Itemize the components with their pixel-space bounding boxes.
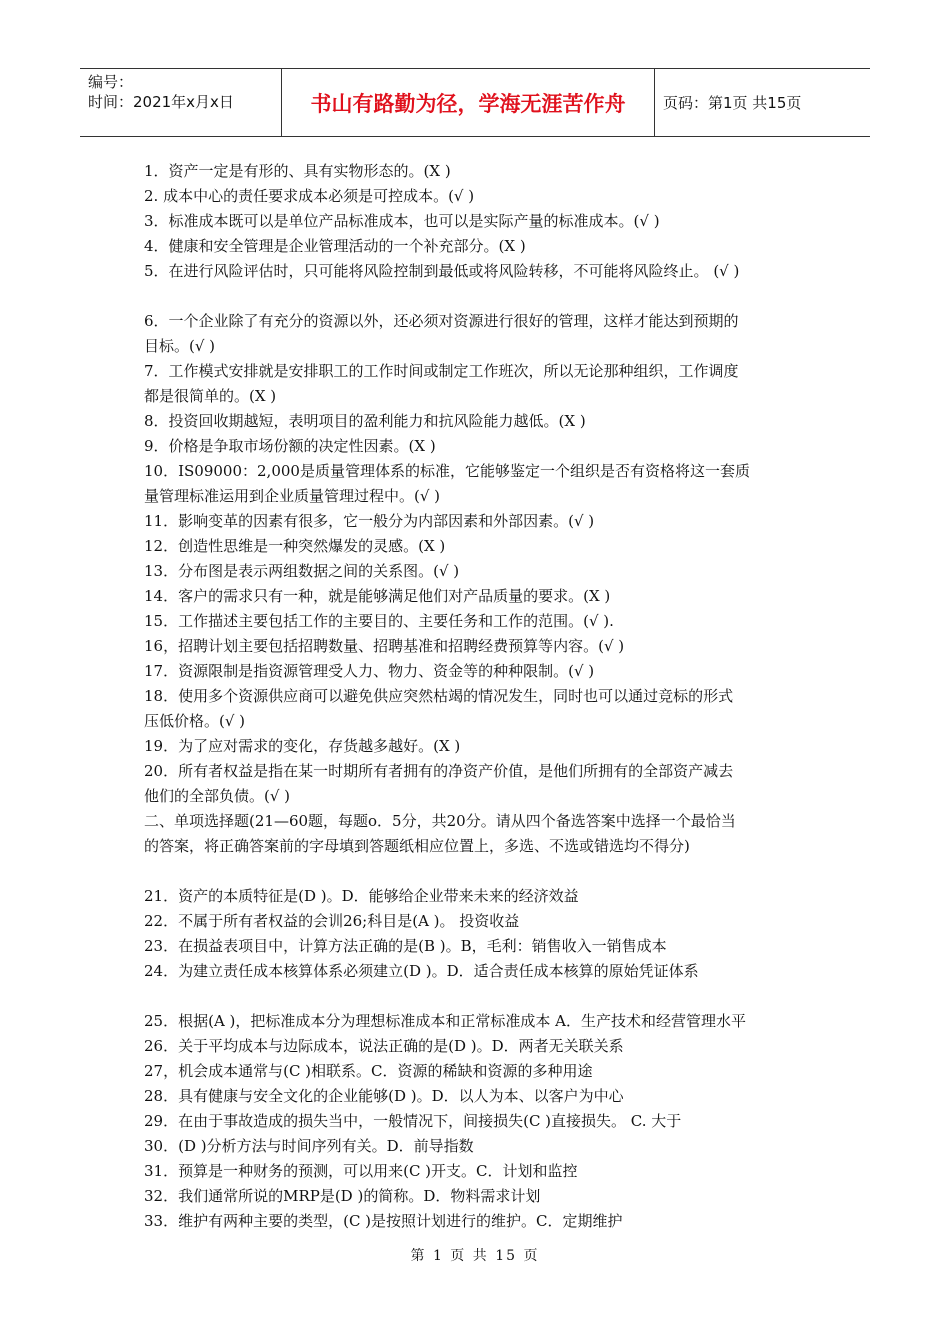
text-line: 都是很简单的。(X ): [144, 387, 277, 405]
text-line: 1．资产一定是有形的、具有实物形态的。(X ): [144, 162, 451, 180]
text-line: 26．关于平均成本与边际成本，说法正确的是(D )。D．两者无关联关系: [144, 1037, 624, 1055]
blank-line: [144, 984, 810, 1009]
text-line: 29．在由于事故造成的损失当中，一般情况下，间接损失(C )直接损失。 C. 大于: [144, 1112, 682, 1130]
text-line: 9．价格是争取市场份额的决定性因素。(X ): [144, 437, 436, 455]
text-line: 30．(D )分析方法与时间序列有关。D．前导指数: [144, 1137, 474, 1155]
text-line: 4．健康和安全管理是企业管理活动的一个补充部分。(X ): [144, 237, 526, 255]
text-line: 14．客户的需求只有一种，就是能够满足他们对产品质量的要求。(X ): [144, 587, 611, 605]
page-footer: 第 1 页 共 15 页: [410, 1248, 540, 1264]
text-line: 15．工作描述主要包括工作的主要目的、主要任务和工作的范围。(√ ).: [144, 612, 614, 630]
text-line: 5．在进行风险评估时，只可能将风险控制到最低或将风险转移，不可能将风险终止。 (√ ): [144, 262, 740, 280]
text-line: 的答案，将正确答案前的字母填到答题纸相应位置上，多选、不选或错选均不得分): [144, 837, 690, 855]
text-line: 17．资源限制是指资源管理受人力、物力、资金等的种种限制。(√ ): [144, 662, 595, 680]
text-line: 22．不属于所有者权益的会训26;科目是(A )。 投资收益: [144, 912, 520, 930]
page-number-label: 页码：第1页 共15页: [663, 94, 802, 112]
text-line: 18．使用多个资源供应商可以避免供应突然枯竭的情况发生，同时也可以通过竞标的形式: [144, 687, 734, 705]
text-line: 20．所有者权益是指在某一时期所有者拥有的净资产价值，是他们所拥有的全部资产减去: [144, 762, 734, 780]
number-label: 编号：: [88, 73, 134, 91]
text-line: 他们的全部负债。(√ ): [144, 787, 291, 805]
text-line: 16，招聘计划主要包括招聘数量、招聘基准和招聘经费预算等内容。(√ ): [144, 637, 625, 655]
text-line: 8．投资回收期越短，表明项目的盈利能力和抗风险能力越低。(X ): [144, 412, 586, 430]
text-line: 19．为了应对需求的变化，存货越多越好。(X ): [144, 737, 461, 755]
text-line: 33．维护有两种主要的类型，(C )是按照计划进行的维护。C．定期维护: [144, 1212, 623, 1230]
text-line: 27，机会成本通常与(C )相联系。C．资源的稀缺和资源的多种用途: [144, 1062, 593, 1080]
text-line: 28．具有健康与安全文化的企业能够(D )。D．以人为本、以客户为中心: [144, 1087, 624, 1105]
motto: 书山有路勤为径，学海无涯苦作舟: [282, 69, 655, 136]
blank-line: [144, 284, 810, 309]
text-line: 24．为建立责任成本核算体系必须建立(D )。D．适合责任成本核算的原始凭证体系: [144, 962, 699, 980]
time-label: 时间：2021年x月x日: [88, 93, 234, 111]
text-line: 量管理标准运用到企业质量管理过程中。(√ ): [144, 487, 441, 505]
text-line: 3．标准成本既可以是单位产品标准成本，也可以是实际产量的标准成本。(√ ): [144, 212, 660, 230]
text-line: 31．预算是一种财务的预测，可以用来(C )开支。C．计划和监控: [144, 1162, 578, 1180]
text-line: 压低价格。(√ ): [144, 712, 246, 730]
text-line: 23．在损益表项目中，计算方法正确的是(B )。B，毛利：销售收入一销售成本: [144, 937, 667, 955]
page-header: [80, 68, 870, 137]
text-line: 2. 成本中心的责任要求成本必须是可控成本。(√ ): [144, 187, 475, 205]
text-line: 12．创造性思维是一种突然爆发的灵感。(X ): [144, 537, 446, 555]
text-line: 二、单项选择题(21—60题，每题o．5分，共20分。请从四个备选答案中选择一个最恰当: [144, 812, 736, 830]
text-line: 25．根据(A )，把标准成本分为理想标准成本和正常标准成本 A．生产技术和经营管理水平: [144, 1012, 746, 1030]
document-body: [144, 159, 810, 1234]
text-line: 7．工作模式安排就是安排职工的工作时间或制定工作班次，所以无论那种组织，工作调度: [144, 362, 739, 380]
text-line: 6．一个企业除了有充分的资源以外，还必须对资源进行很好的管理，这样才能达到预期的: [144, 312, 739, 330]
blank-line: [144, 859, 810, 884]
text-line: 目标。(√ ): [144, 337, 216, 355]
text-line: 13．分布图是表示两组数据之间的关系图。(√ ): [144, 562, 460, 580]
text-line: 11．影响变革的因素有很多，它一般分为内部因素和外部因素。(√ ): [144, 512, 595, 530]
text-line: 21．资产的本质特征是(D )。D．能够给企业带来未来的经济效益: [144, 887, 579, 905]
header-meta: [80, 69, 282, 136]
text-line: 32．我们通常所说的MRP是(D )的简称。D．物料需求计划: [144, 1187, 541, 1205]
text-line: 10．IS09000：2,000是质量管理体系的标准，它能够鉴定一个组织是否有资格将这一套质: [144, 462, 750, 480]
